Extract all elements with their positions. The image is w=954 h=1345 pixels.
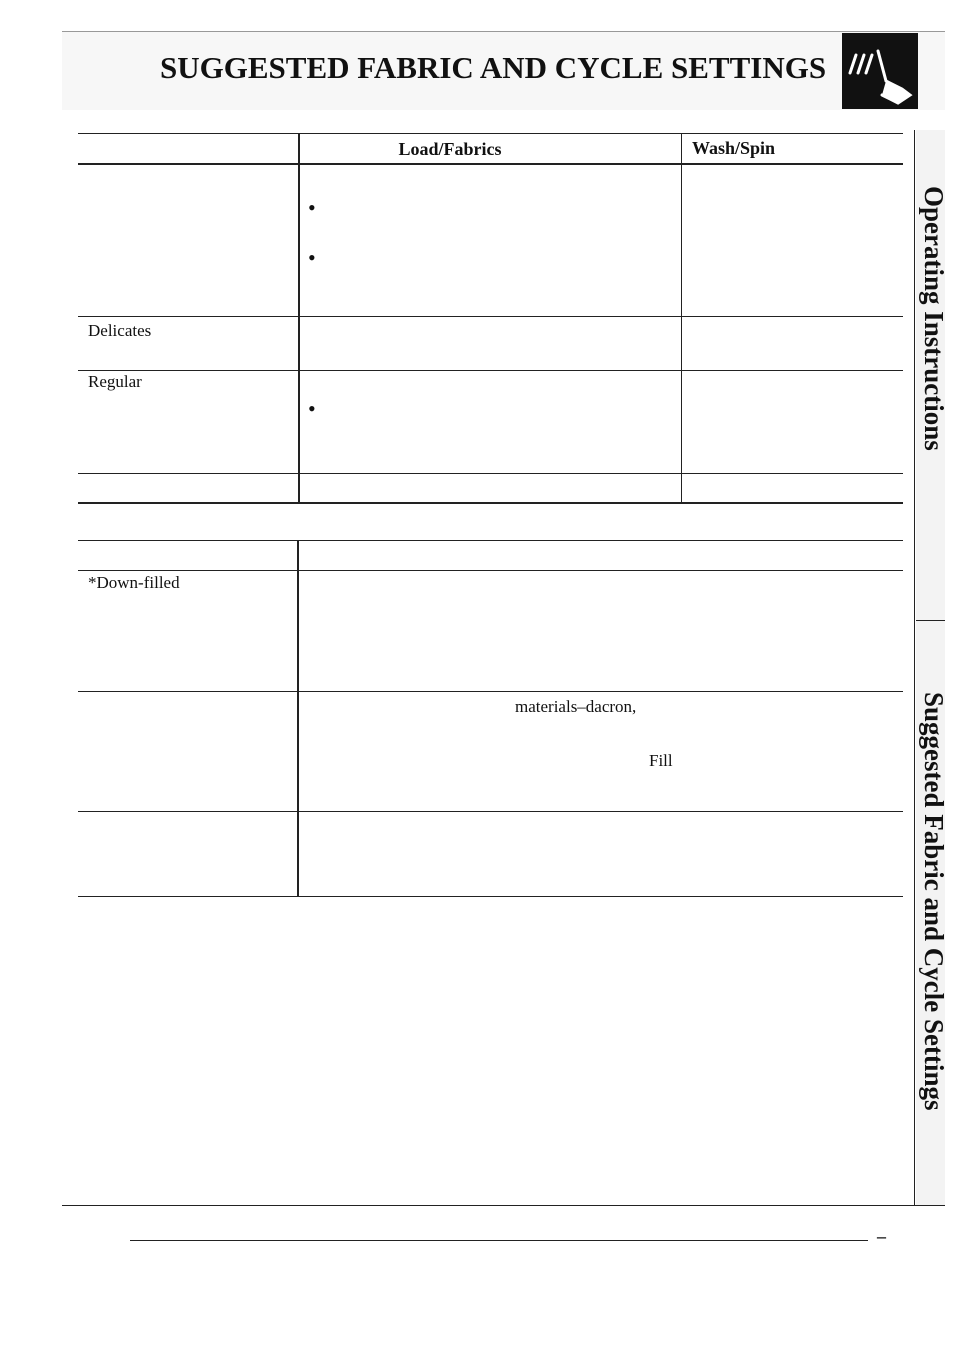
footer-rule-bottom <box>130 1240 868 1241</box>
bullet-marker: • <box>308 245 316 270</box>
table2-col-divider <box>297 541 299 897</box>
column-header-wash-spin: Wash/Spin <box>692 138 776 158</box>
page-mark: – <box>877 1226 886 1246</box>
table2-header-rule <box>78 570 903 571</box>
table-row-rule <box>78 811 903 812</box>
bullet-marker: • <box>308 396 316 421</box>
side-tab-separator <box>916 620 945 621</box>
side-tab-operating-instructions[interactable]: Operating Instructions <box>919 186 949 451</box>
side-tab-suggested-settings[interactable]: Suggested Fabric and Cycle Settings <box>919 692 949 1111</box>
table-row-rule <box>78 316 903 317</box>
table-row-rule <box>78 370 903 371</box>
cycle-label-delicates: Delicates <box>88 321 152 340</box>
table-row-rule <box>78 691 903 692</box>
footer-rule-top <box>62 1205 945 1206</box>
table1-top-rule <box>78 133 903 134</box>
text-fragment-materials: materials–dacron, <box>515 697 637 716</box>
table-row-rule <box>78 473 903 474</box>
hand-pressing-button-icon <box>842 33 918 109</box>
text-fragment-fill: Fill <box>649 751 673 770</box>
column-header-load-fabrics: Load/Fabrics <box>398 139 502 159</box>
table1-bottom-rule <box>78 502 903 504</box>
table2-bottom-rule <box>78 896 903 897</box>
table1-col-divider-2 <box>681 133 682 503</box>
item-label-down-filled: *Down-filled <box>88 573 180 592</box>
table1-col-divider-1 <box>298 133 300 503</box>
page-title: SUGGESTED FABRIC AND CYCLE SETTINGS <box>160 50 827 85</box>
bullet-marker: • <box>308 195 316 220</box>
side-tab-divider <box>914 130 915 1205</box>
table1-header-rule <box>78 163 903 165</box>
cycle-label-regular: Regular <box>88 372 142 391</box>
table2-top-rule <box>78 540 903 541</box>
